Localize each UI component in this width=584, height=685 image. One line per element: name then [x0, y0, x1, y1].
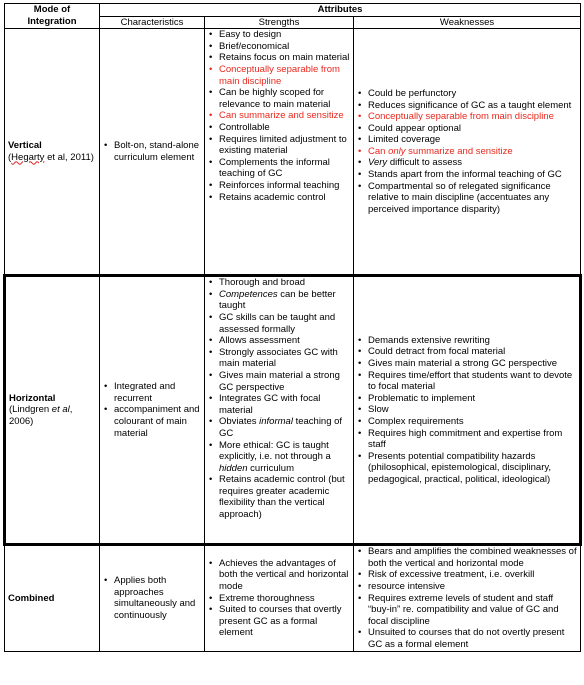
list-item: • Compartmental so of relegated significance relative to main discipline (accentuates any perceived importance disparity) — [357, 181, 577, 216]
list-item: • Reinforces informal teaching — [208, 180, 350, 192]
list-item: • resource intensive — [357, 581, 577, 593]
list-item: • Requires high commitment and expertise from staff — [357, 428, 576, 451]
list-item: • More ethical: GC is taught explicitly, i.e. not through a hidden curriculum — [208, 440, 350, 475]
list-item: • Suited to courses that overtly present GC as a formal element — [208, 604, 350, 639]
list-item: • Gives main material a strong GC perspective — [208, 370, 350, 393]
list-item: • Can be highly scoped for relevance to main material — [208, 87, 350, 110]
list-item: • Requires extreme levels of student and staff “buy-in” re. compatibility and value of GC and focal discipline — [357, 593, 577, 628]
list-item: • Presents potential compatibility hazards (philosophical, epistemological, disciplinary, pedagogical, practical, political, ideological) — [357, 451, 576, 486]
characteristics-cell-combined — [100, 545, 205, 651]
list-item: • Unsuited to courses that do not overtly present GC as a formal element — [357, 627, 577, 650]
list-item: • Achieves the advantages of both the vertical and horizontal mode — [208, 558, 350, 593]
list-item: • Bears and amplifies the combined weaknesses of both the vertical and horizontal mode — [357, 546, 577, 569]
bullet-list — [208, 29, 350, 203]
list-item: • Complements the informal teaching of GC — [208, 157, 350, 180]
bullet-list — [208, 277, 350, 520]
list-item: • Slow — [357, 404, 576, 416]
bullet-list — [208, 558, 350, 639]
list-item: • Obviates informal teaching of GC — [208, 416, 350, 439]
list-item: • Competences can be better taught — [208, 289, 350, 312]
list-item: • Retains academic control (but requires greater academic flexibility than the vertical approach) — [208, 474, 350, 520]
row-vertical — [5, 29, 581, 276]
list-item: • Bolt-on, stand-alone curriculum element — [103, 140, 201, 163]
list-item: • Retains academic control — [208, 192, 350, 204]
weaknesses-header: Weaknesses — [354, 16, 581, 29]
mode-name: Vertical — [8, 140, 42, 152]
list-item: • Requires time/effort that students want to devote to focal material — [357, 370, 576, 393]
mode-header: Mode of Integration — [5, 4, 100, 29]
strengths-header: Strengths — [205, 16, 354, 29]
bullet-list — [357, 88, 577, 216]
characteristics-cell-vertical — [100, 29, 205, 276]
list-item: • Integrated and recurrent — [103, 381, 201, 404]
header-row-1 — [5, 4, 581, 17]
list-item: • Allows assessment — [208, 335, 350, 347]
list-item: • Easy to design — [208, 29, 350, 41]
list-item: • Brief/economical — [208, 41, 350, 53]
list-item: • Integrates GC with focal material — [208, 393, 350, 416]
strengths-cell-vertical — [205, 29, 354, 276]
list-item: • Applies both approaches simultaneously and continuously — [103, 575, 201, 621]
bullet-list — [357, 335, 576, 486]
characteristics-cell-horizontal — [100, 276, 205, 545]
mode-name: Combined — [8, 592, 55, 604]
list-item: • Controllable — [208, 122, 350, 134]
mode-name: Horizontal — [9, 392, 56, 404]
list-item: • Can summarize and sensitize — [208, 110, 350, 122]
list-item: • Could be perfunctory — [357, 88, 577, 100]
list-item: • Strongly associates GC with main material — [208, 347, 350, 370]
list-item: • Reduces significance of GC as a taught element — [357, 100, 577, 112]
list-item: • Gives main material a strong GC perspective — [357, 358, 576, 370]
bullet-list — [103, 381, 201, 439]
list-item: • Conceptually separable from main discipline — [208, 64, 350, 87]
mode-citation: (Lindgren et al, 2006) — [9, 404, 73, 427]
mode-cell-vertical — [5, 29, 100, 276]
weaknesses-cell-combined — [354, 545, 581, 651]
list-item: • Conceptually separable from main discipline — [357, 111, 577, 123]
mode-citation: (Hegarty et al, 2011) — [8, 151, 94, 163]
list-item: • Limited coverage — [357, 134, 577, 146]
attributes-header: Attributes — [100, 4, 581, 17]
row-horizontal — [5, 276, 581, 545]
bullet-list — [357, 546, 577, 650]
weaknesses-cell-horizontal — [354, 276, 581, 545]
list-item: • accompaniment and colourant of main material — [103, 404, 201, 439]
mode-cell-combined — [5, 545, 100, 651]
strengths-cell-combined — [205, 545, 354, 651]
list-item: • Retains focus on main material — [208, 52, 350, 64]
integration-modes-table — [3, 3, 582, 652]
list-item: • Problematic to implement — [357, 393, 576, 405]
list-item: • Very difficult to assess — [357, 157, 577, 169]
list-item: • Could detract from focal material — [357, 346, 576, 358]
bullet-list — [103, 575, 201, 621]
bullet-list — [103, 140, 201, 163]
list-item: • Can only summarize and sensitize — [357, 146, 577, 158]
list-item: • GC skills can be taught and assessed formally — [208, 312, 350, 335]
list-item: • Demands extensive rewriting — [357, 335, 576, 347]
mode-cell-horizontal — [5, 276, 100, 545]
list-item: • Extreme thoroughness — [208, 593, 350, 605]
list-item: • Requires limited adjustment to existing material — [208, 134, 350, 157]
list-item: • Could appear optional — [357, 123, 577, 135]
characteristics-header: Characteristics — [100, 16, 205, 29]
list-item: • Complex requirements — [357, 416, 576, 428]
row-combined — [5, 545, 581, 651]
list-item: • Stands apart from the informal teaching of GC — [357, 169, 577, 181]
weaknesses-cell-vertical — [354, 29, 581, 276]
strengths-cell-horizontal — [205, 276, 354, 545]
list-item: • Risk of excessive treatment, i.e. overkill — [357, 569, 577, 581]
list-item: • Thorough and broad — [208, 277, 350, 289]
